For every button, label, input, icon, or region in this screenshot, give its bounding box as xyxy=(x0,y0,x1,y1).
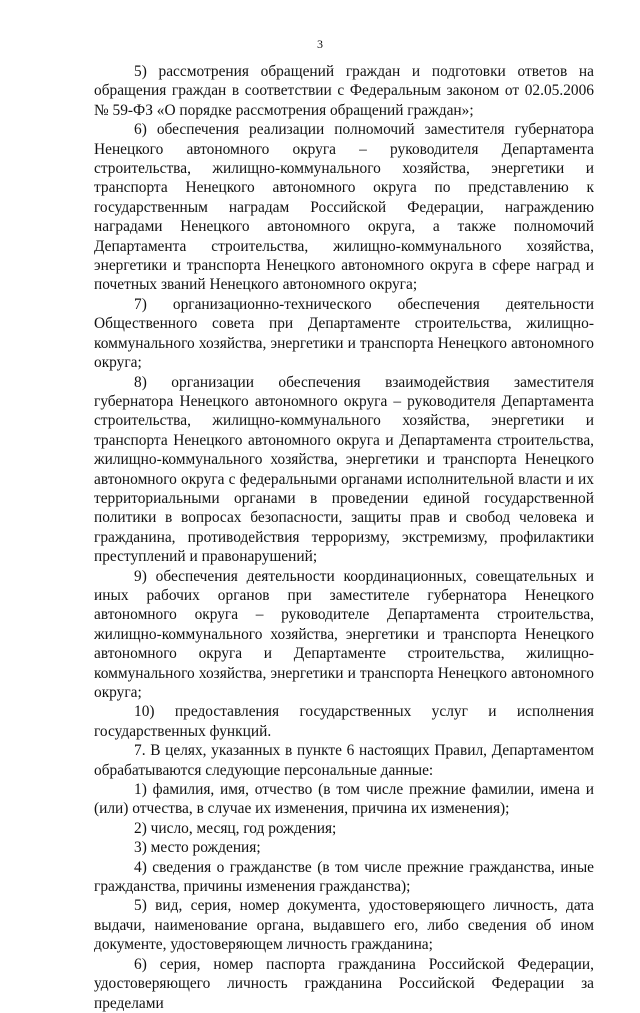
page-number: 3 xyxy=(317,37,323,51)
paragraph-item-10: 10) предоставления государственных услуг и исполнения государственных функций. xyxy=(94,703,594,740)
paragraph-data-2: 2) число, месяц, год рождения; xyxy=(134,819,337,837)
paragraph-data-6: 6) серия, номер паспорта гражданина Российской Федерации, удостоверяющего личность гражданина Российской Федерации за пределами xyxy=(94,955,594,1012)
paragraph-clause-7: 7. В целях, указанных в пункте 6 настоящих Правил, Департаментом обрабатываются следующие персональные данные: xyxy=(94,742,594,779)
paragraph-data-4: 4) сведения о гражданстве (в том числе прежние гражданства, иные гражданства, причины изменения гражданства); xyxy=(94,858,594,896)
paragraph-data-3: 3) место рождения; xyxy=(134,839,261,857)
paragraph-data-1: 1) фамилия, имя, отчество (в том числе прежние фамилии, имена и (или) отчества, в случае их изменения, причина их изменения); xyxy=(94,781,594,818)
paragraph-item-7: 7) организационно-технического обеспечения деятельности Общественного совета при Департаменте строительства, жилищно-коммунального хозяйства, энергетики и транспорта Ненецкого автономного округа; xyxy=(94,295,594,372)
paragraph-item-9: 9) обеспечения деятельности координационных, совещательных и иных рабочих органов при заместителе губернатора Ненецкого автономного округа – руководителе Департамента строительства, жилищно-коммунального хозяйства, энергетики и транспорта Ненецкого автономного округа и Департаменте строительства, жилищно-коммунального хозяйства, энергетики и транспорта Ненецкого автономного округа; xyxy=(94,567,594,701)
paragraph-item-5: 5) рассмотрения обращений граждан и подготовки ответов на обращения граждан в соответствии с Федеральным законом от 02.05.2006 № 59-ФЗ «О порядке рассмотрения обращений граждан»; xyxy=(94,63,594,119)
document-body xyxy=(94,62,594,1013)
paragraph-item-8: 8) организации обеспечения взаимодействия заместителя губернатора Ненецкого автономного округа – руководителя Департамента строительства, жилищно-коммунального хозяйства, энергетики и транспорта Ненецкого автономного округа и Департамента строительства, жилищно-коммунального хозяйства, энергетики и транспорта Ненецкого автономного округа с федеральными органами исполнительной власти и их территориальными органами в проведении единой государственной политики в вопросах безопасности, защиты прав и свобод человека и гражданина, противодействия терроризму, экстремизму, профилактики преступлений и правонарушений; xyxy=(94,373,594,566)
paragraph-item-6: 6) обеспечения реализации полномочий заместителя губернатора Ненецкого автономного округа – руководителя Департамента строительства, жилищно-коммунального хозяйства, энергетики и транспорта Ненецкого автономного округа по представлению к государственным наградам Российской Федерации, награждению наградами Ненецкого автономного округа, а также полномочий Департамента строительства, жилищно-коммунального хозяйства, энергетики и транспорта Ненецкого автономного округа в сфере наград и почетных званий Ненецкого автономного округа; xyxy=(94,121,594,294)
paragraph-data-5: 5) вид, серия, номер документа, удостоверяющего личность, дата выдачи, наименование органа, выдавшего его, либо сведения об ином документе, удостоверяющем личность гражданина; xyxy=(94,897,594,954)
